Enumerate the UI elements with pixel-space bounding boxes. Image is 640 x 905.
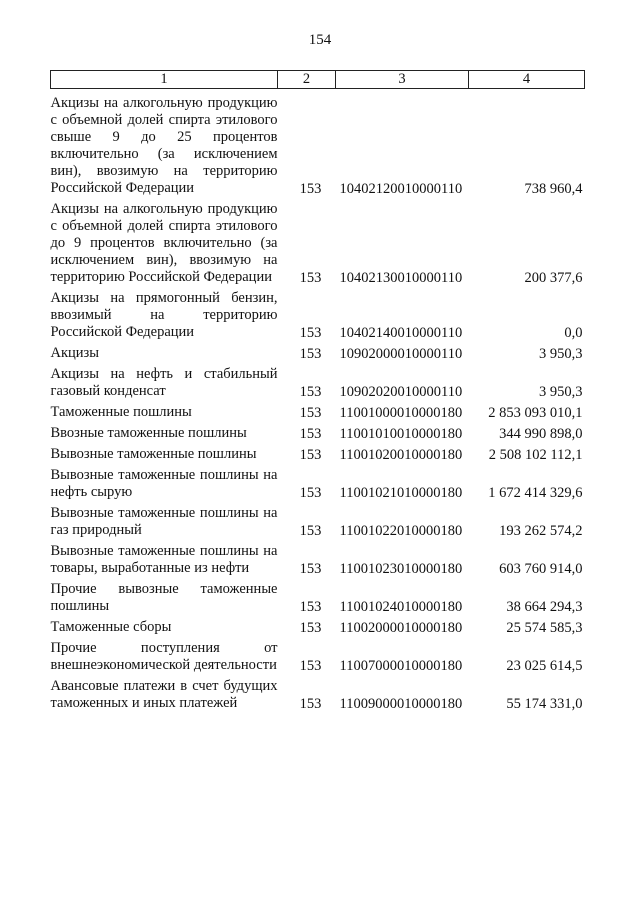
table-row — [51, 422, 585, 443]
row-admin-code: 153 — [299, 346, 322, 362]
row-amount: 193 262 574,2 — [499, 523, 583, 539]
table-header — [51, 71, 585, 89]
header-col-4: 4 — [469, 71, 585, 89]
row-admin-code: 153 — [299, 447, 322, 463]
table-row — [51, 198, 585, 287]
row-budget-code: 11001023010000180 — [339, 561, 463, 577]
row-name: Акцизы на прямогонный бензин, ввозимый на территорию Российской Федерации — [50, 290, 278, 340]
header-col-3: 3 — [336, 71, 469, 89]
row-name: Таможенные сборы — [50, 619, 172, 635]
table-row — [51, 637, 585, 675]
row-budget-code: 11001000010000180 — [339, 405, 463, 421]
row-amount: 2 508 102 112,1 — [488, 447, 583, 463]
row-amount: 0,0 — [564, 325, 583, 341]
row-amount: 25 574 585,3 — [506, 620, 583, 636]
row-name: Авансовые платежи в счет будущих таможенных и иных платежей — [50, 678, 278, 711]
table-row — [51, 443, 585, 464]
row-name: Вывозные таможенные пошлины на нефть сырую — [50, 467, 278, 500]
row-budget-code: 10902000010000110 — [339, 346, 463, 362]
row-admin-code: 153 — [299, 658, 322, 674]
row-admin-code: 153 — [299, 485, 322, 501]
table-row — [51, 363, 585, 401]
row-name: Таможенные пошлины — [50, 404, 192, 420]
budget-table-container — [50, 70, 584, 713]
row-amount: 200 377,6 — [524, 270, 583, 286]
row-admin-code: 153 — [299, 270, 322, 286]
row-admin-code: 153 — [299, 696, 322, 712]
table-row — [51, 540, 585, 578]
header-col-1: 1 — [51, 71, 278, 89]
row-budget-code: 11001024010000180 — [339, 599, 463, 615]
row-amount: 344 990 898,0 — [499, 426, 583, 442]
row-budget-code: 11001020010000180 — [339, 447, 463, 463]
row-budget-code: 11002000010000180 — [339, 620, 463, 636]
table-row — [51, 616, 585, 637]
row-admin-code: 153 — [299, 384, 322, 400]
row-amount: 738 960,4 — [524, 181, 583, 197]
row-budget-code: 11001010010000180 — [339, 426, 463, 442]
table-row — [51, 287, 585, 342]
row-name: Вывозные таможенные пошлины на товары, выработанные из нефти — [50, 543, 278, 576]
row-admin-code: 153 — [299, 325, 322, 341]
header-row — [51, 71, 585, 89]
row-name: Ввозные таможенные пошлины — [50, 425, 247, 441]
row-admin-code: 153 — [299, 426, 322, 442]
row-budget-code: 10402140010000110 — [339, 325, 463, 341]
table-row — [51, 675, 585, 713]
row-name: Прочие поступления от внешнеэкономической деятельности — [50, 640, 278, 673]
row-amount: 603 760 914,0 — [499, 561, 583, 577]
row-amount: 55 174 331,0 — [506, 696, 583, 712]
table-row — [51, 464, 585, 502]
table-row — [51, 578, 585, 616]
row-admin-code: 153 — [299, 181, 322, 197]
row-budget-code: 11009000010000180 — [339, 696, 463, 712]
row-budget-code: 11001022010000180 — [339, 523, 463, 539]
row-amount: 3 950,3 — [539, 346, 583, 362]
row-budget-code: 10902020010000110 — [339, 384, 463, 400]
row-admin-code: 153 — [299, 599, 322, 615]
row-budget-code: 11007000010000180 — [339, 658, 463, 674]
page-number: 154 — [308, 32, 332, 48]
row-name: Акцизы на нефть и стабильный газовый конденсат — [50, 366, 278, 399]
row-name: Акцизы на алкогольную продукцию с объемной долей спирта этилового до 9 процентов включительно (за исключением вин), ввозимую на территорию Российской Федерации — [50, 201, 278, 285]
table-row — [51, 401, 585, 422]
row-budget-code: 10402120010000110 — [339, 181, 463, 197]
row-admin-code: 153 — [299, 523, 322, 539]
row-name: Вывозные таможенные пошлины — [50, 446, 257, 462]
row-admin-code: 153 — [299, 561, 322, 577]
row-admin-code: 153 — [299, 405, 322, 421]
row-amount: 2 853 093 010,1 — [488, 405, 583, 421]
table-body — [51, 89, 585, 714]
row-name: Акцизы — [50, 345, 100, 361]
row-amount: 38 664 294,3 — [506, 599, 583, 615]
row-budget-code: 11001021010000180 — [339, 485, 463, 501]
table-row — [51, 92, 585, 198]
row-amount: 1 672 414 329,6 — [488, 485, 583, 501]
header-col-2: 2 — [278, 71, 336, 89]
row-admin-code: 153 — [299, 620, 322, 636]
row-budget-code: 10402130010000110 — [339, 270, 463, 286]
row-name: Акцизы на алкогольную продукцию с объемной долей спирта этилового свыше 9 до 25 процентов включительно (за исключением вин), ввозимую на территорию Российской Федерации — [50, 95, 278, 196]
row-name: Вывозные таможенные пошлины на газ природный — [50, 505, 278, 538]
budget-table — [50, 70, 585, 713]
table-row — [51, 342, 585, 363]
row-amount: 23 025 614,5 — [506, 658, 583, 674]
row-name: Прочие вывозные таможенные пошлины — [50, 581, 278, 614]
table-row — [51, 502, 585, 540]
row-amount: 3 950,3 — [539, 384, 583, 400]
